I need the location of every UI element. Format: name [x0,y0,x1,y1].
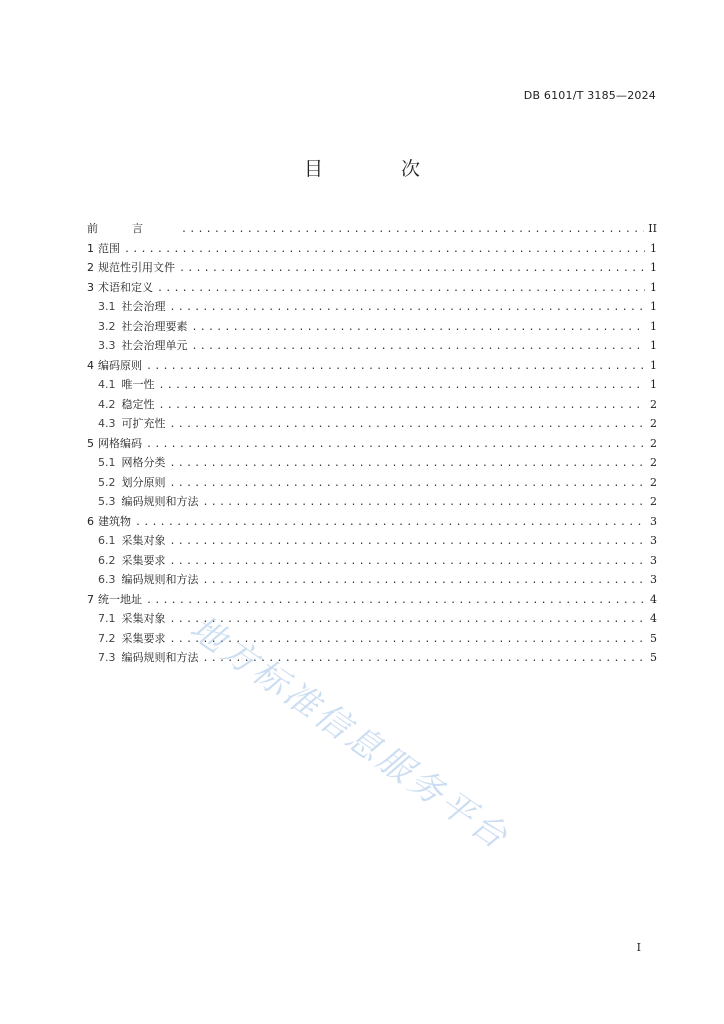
page-title: 目 次 [303,158,457,180]
toc-entry[interactable] [87,414,657,434]
toc-entry[interactable] [87,492,657,512]
toc-entry-label: 采集要求 [121,553,166,567]
toc-entry-page: 1 [650,378,657,391]
toc-entry[interactable] [87,375,657,395]
toc-entry-label: 统一地址 [98,592,142,606]
toc-entry-label: 范围 [98,241,120,255]
toc-entry-label: 稳定性 [121,397,155,411]
toc-entry-label: 社会治理要素 [121,319,188,333]
toc-entry-number: 2 [87,261,94,274]
toc-leader-dots [203,493,646,513]
toc-entry-label: 划分原则 [121,475,166,489]
toc-entry-label: 网格分类 [121,456,166,469]
toc-entry[interactable] [87,629,657,649]
toc-entry-number: 4.1 [98,378,116,391]
toc-entry-page: 1 [650,339,657,352]
toc-entry-number: 3 [87,280,94,294]
toc-entry[interactable] [87,648,657,668]
toc-leader-dots [170,298,646,318]
toc-entry-label: 社会治理单元 [121,339,188,352]
toc-entry-page: 2 [650,495,657,508]
toc-entry[interactable] [87,590,657,610]
toc-entry-page: 1 [650,241,657,255]
toc-entry[interactable] [87,551,657,571]
toc-leader-dots [170,630,646,650]
toc-entry-number: 6.3 [98,573,116,586]
toc-entry-number: 4.2 [98,397,116,411]
toc-entry-number: 5.1 [98,456,116,469]
toc-entry-label: 术语和定义 [98,280,153,294]
toc-entry-number: 5.2 [98,475,116,489]
toc-entry-number: 3.3 [98,339,116,352]
toc-leader-dots [170,552,646,572]
toc-entry-number: 4.3 [98,417,116,430]
toc-entry-page: 2 [650,417,657,430]
toc-leader-dots [135,513,645,533]
toc-entry-label: 编码原则 [98,358,142,372]
toc-entry-page: 2 [650,436,657,450]
toc-entry-page: 5 [650,631,657,645]
toc-entry-label: 前言 [87,222,177,235]
toc-leader-dots [146,435,645,455]
toc-entry-page: 3 [650,534,657,547]
toc-entry-label: 采集对象 [121,612,166,625]
toc-entry-number: 5.3 [98,495,116,508]
toc-entry-page: 3 [650,514,657,528]
toc-leader-dots [192,318,646,338]
toc-entry-label: 建筑物 [98,514,131,528]
toc-entry-label: 可扩充性 [121,417,166,430]
document-code: DB 6101/T 3185—2024 [523,89,656,102]
toc-entry-page: 1 [650,319,657,333]
toc-entry[interactable] [87,512,657,532]
toc-entry-number: 7.1 [98,612,116,625]
toc-entry-page: 4 [650,612,657,625]
toc-entry-page: 1 [650,300,657,313]
table-of-contents [87,219,657,668]
toc-leader-dots [146,591,645,611]
watermark: 地方标准信息服务平台 [182,607,517,859]
toc-entry[interactable] [87,473,657,493]
toc-entry-page: 1 [650,261,657,274]
toc-entry[interactable] [87,278,657,298]
toc-leader-dots [181,220,644,240]
toc-leader-dots [170,415,646,435]
toc-entry[interactable] [87,258,657,278]
toc-entry[interactable] [87,434,657,454]
toc-leader-dots [124,240,645,260]
toc-entry-number: 4 [87,358,94,372]
toc-entry-page: 3 [650,573,657,586]
toc-entry-label: 编码规则和方法 [121,651,199,664]
toc-leader-dots [203,649,646,669]
toc-entry[interactable] [87,336,657,356]
toc-entry-page: 2 [650,456,657,469]
toc-leader-dots [170,532,646,552]
toc-entry-page: 2 [650,475,657,489]
toc-entry-label: 唯一性 [121,378,155,391]
toc-entry-label: 采集对象 [121,534,166,547]
toc-entry-label: 规范性引用文件 [98,261,175,274]
toc-leader-dots [170,454,646,474]
toc-entry[interactable] [87,219,657,239]
toc-entry[interactable] [87,356,657,376]
toc-leader-dots [159,376,646,396]
toc-entry-number: 6.1 [98,534,116,547]
toc-entry-page: 2 [650,397,657,411]
toc-entry-number: 7.3 [98,651,116,664]
toc-entry[interactable] [87,395,657,415]
toc-leader-dots [192,337,646,357]
toc-entry-label: 采集要求 [121,631,166,645]
page-number: I [636,941,641,954]
toc-entry[interactable] [87,239,657,259]
toc-entry-label: 网格编码 [98,436,142,450]
toc-entry-page: 4 [650,592,657,606]
toc-leader-dots [159,396,646,416]
toc-entry-number: 3.2 [98,319,116,333]
toc-entry[interactable] [87,531,657,551]
toc-leader-dots [203,571,646,591]
toc-entry-number: 6 [87,514,94,528]
toc-entry-label: 编码规则和方法 [121,573,199,586]
toc-leader-dots [170,610,646,630]
toc-leader-dots [146,357,645,377]
toc-entry-label: 编码规则和方法 [121,495,199,508]
toc-entry-number: 7 [87,592,94,606]
toc-entry-number: 1 [87,241,94,255]
toc-entry-number: 6.2 [98,553,116,567]
toc-entry[interactable] [87,453,657,473]
toc-leader-dots [157,279,645,299]
toc-entry[interactable] [87,297,657,317]
toc-entry[interactable] [87,609,657,629]
toc-entry-page: 3 [650,553,657,567]
toc-leader-dots [170,474,646,494]
toc-entry-number: 5 [87,436,94,450]
toc-entry-label: 社会治理 [121,300,166,313]
toc-entry-number: 7.2 [98,631,116,645]
toc-entry-page: 1 [650,358,657,372]
toc-leader-dots [179,259,645,279]
toc-entry[interactable] [87,317,657,337]
toc-entry-page: 5 [650,651,657,664]
toc-entry-number: 3.1 [98,300,116,313]
toc-entry-page: 1 [650,280,657,294]
toc-entry[interactable] [87,570,657,590]
toc-entry-page: II [648,222,657,235]
